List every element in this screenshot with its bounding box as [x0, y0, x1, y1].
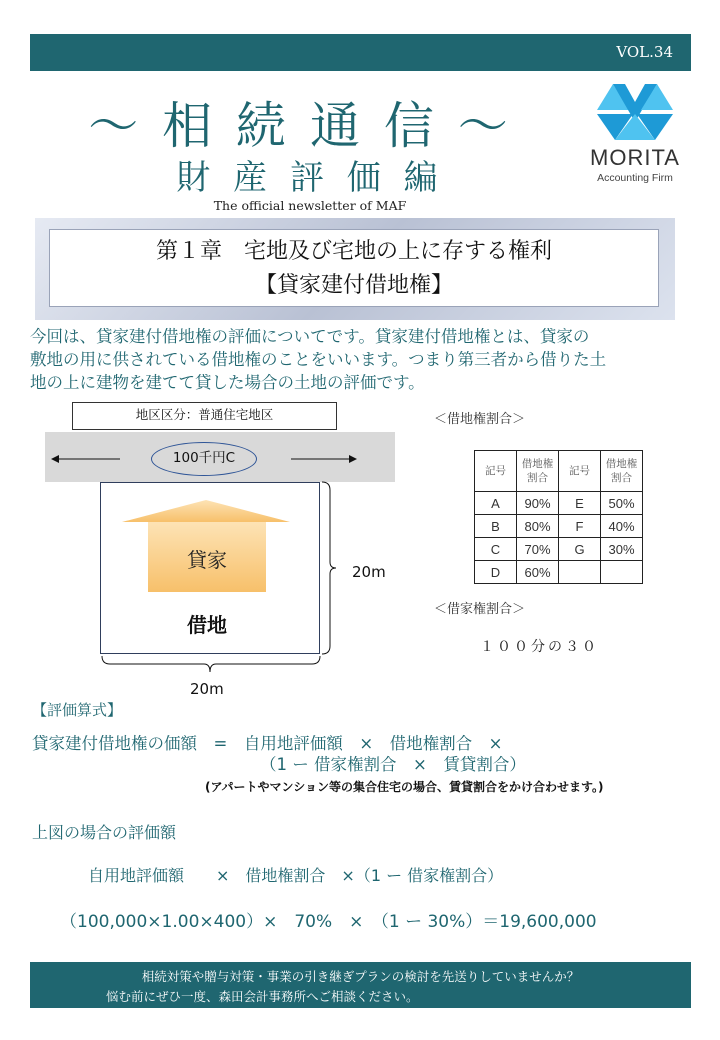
tenancy-ratio-value: １００分の３０ — [480, 639, 599, 655]
formula-heading: 【評価算式】 — [32, 701, 123, 719]
table-row — [475, 561, 643, 584]
table-cell: 80% — [517, 515, 559, 538]
table-cell: 50% — [601, 492, 643, 515]
table-cell: E — [559, 492, 601, 515]
table-cell — [559, 561, 601, 584]
frontage-dimension: 20m — [190, 680, 224, 698]
chapter-heading: 第１章 宅地及び宅地の上に存する権利 — [155, 239, 552, 264]
frontage-bracket-icon — [100, 654, 322, 676]
tenancy-ratio-title: ＜借家権割合＞ — [434, 602, 526, 617]
leasehold-label: 借地 — [187, 613, 227, 637]
leasehold-ratio-title: ＜借地権割合＞ — [434, 412, 526, 427]
table-cell — [601, 561, 643, 584]
depth-dimension: 20m — [352, 563, 386, 581]
footer-line-2: 悩む前にぜひ一度、森田会計事務所へご相談ください。 — [106, 989, 419, 1004]
table-cell: F — [559, 515, 601, 538]
table-row — [475, 492, 643, 515]
example-calculation: （100,000×1.00×400）× 70% × （1 ー 30%）＝19,600,000 — [60, 912, 597, 932]
example-formula: 自用地評価額 × 借地権割合 ×（1 ー 借家権割合） — [88, 866, 504, 885]
newsletter-title: ～ 相 続 通 信 ～ — [88, 97, 512, 155]
rental-house-label: 貸家 — [187, 548, 227, 572]
column-header: 記号 — [559, 451, 601, 492]
table-cell: A — [475, 492, 517, 515]
footer-line-1: 相続対策や贈与対策・事業の引き継ぎプランの検討を先送りしていませんか？ — [141, 969, 580, 984]
column-header: 借地権 割合 — [517, 451, 559, 492]
column-header: 記号 — [475, 451, 517, 492]
table-cell: 70% — [517, 538, 559, 561]
depth-bracket-icon — [320, 480, 340, 656]
intro-line-2: 敷地の用に供されている借地権のことをいいます。つまり第三者から借りた土 — [30, 350, 607, 369]
table-cell: C — [475, 538, 517, 561]
table-cell: 30% — [601, 538, 643, 561]
road-price-label: 100千円C — [151, 442, 257, 476]
table-row — [475, 538, 643, 561]
table-header-row — [475, 451, 643, 492]
footer-banner — [30, 962, 691, 1008]
table-cell: 90% — [517, 492, 559, 515]
district-label: 地区区分：普通住宅地区 — [72, 402, 337, 430]
newsletter-subtitle: 財 産 評 価 編 — [176, 158, 444, 198]
example-heading: 上図の場合の評価額 — [32, 823, 177, 842]
table-cell: D — [475, 561, 517, 584]
logo-wordmark: MORITA — [590, 145, 680, 170]
newsletter-tagline: The official newsletter of MAF — [213, 198, 407, 213]
logo-subtext: Accounting Firm — [597, 172, 673, 184]
intro-line-3: 地の上に建物を建てて貸した場合の土地の評価です。 — [30, 373, 425, 392]
volume-number: VOL.34 — [616, 43, 673, 61]
formula-line-1: 貸家建付借地権の価額 = 自用地評価額 × 借地権割合 × — [32, 734, 503, 753]
table-row — [475, 515, 643, 538]
formula-line-2: （1 ー 借家権割合 × 賃貸割合） — [260, 755, 526, 774]
table-cell: 60% — [517, 561, 559, 584]
table-cell: B — [475, 515, 517, 538]
table-cell: G — [559, 538, 601, 561]
table-cell: 40% — [601, 515, 643, 538]
formula-note: (アパートやマンション等の集合住宅の場合、賃貸割合をかけ合わせます。) — [205, 780, 604, 794]
intro-line-1: 今回は、貸家建付借地権の評価についてです。貸家建付借地権とは、貸家の — [30, 327, 590, 346]
column-header: 借地権 割合 — [601, 451, 643, 492]
chapter-topic: 【貸家建付借地権】 — [254, 273, 453, 298]
top-header-bar — [30, 34, 691, 71]
leasehold-ratio-table — [474, 450, 643, 584]
